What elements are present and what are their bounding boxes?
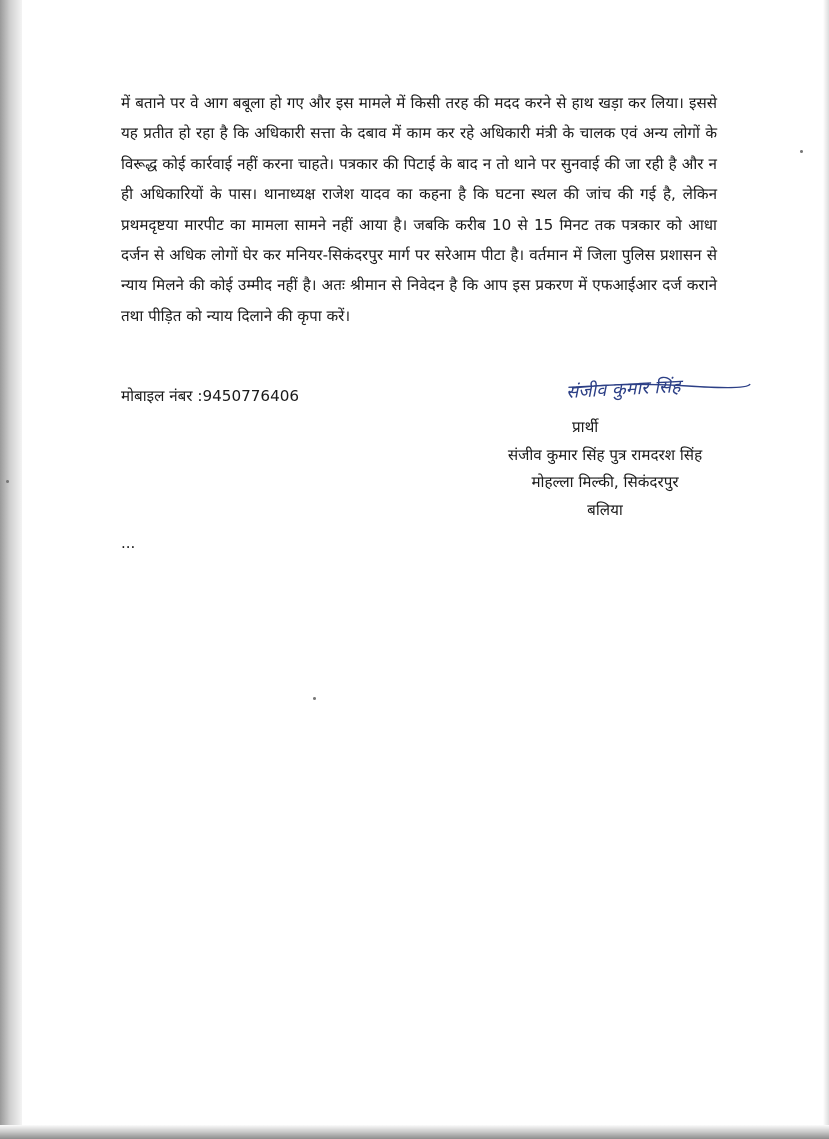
ellipsis-mark: ...: [121, 534, 136, 552]
sender-label: प्रार्थी: [572, 418, 599, 436]
sender-block: [460, 414, 750, 524]
scan-speck: [6, 480, 9, 483]
scan-shadow-bottom: [0, 1125, 829, 1139]
sender-district: बलिया: [587, 500, 623, 519]
mobile-number: मोबाइल नंबर :9450776406: [121, 387, 300, 405]
signature-text: संजीव कुमार सिंह: [565, 376, 682, 403]
scan-speck: [313, 697, 316, 700]
letter-body-paragraph: में बताने पर वे आग बबूला हो गए और इस मामले में किसी तरह की मदद करने से हाथ खड़ा कर लिया। इससे यह प्रतीत हो रहा है कि अधिकारी सत्ता के दबाव में काम कर रहे अधिकारी मंत्री के चालक एवं अन्य लोगों के विरूद्ध कोई कार्रवाई नहीं करना चाहते। पत्रकार की पिटाई के बाद न तो थाने पर सुनवाई की जा रही है और न ही अधिकारियों के पास। थानाध्यक्ष राजेश यादव का कहना है कि घटना स्थल की जांच की गई है, लेकिन प्रथमदृष्टया मारपीट का मामला सामने नहीं आया है। जबकि करीब 10 से 15 मिनट तक पत्रकार को आधा दर्जन से अधिक लोगों घेर कर मनियर-सिकंदरपुर मार्ग पर सरेआम पीटा है। वर्तमान में जिला पुलिस प्रशासन से न्याय मिलने की कोई उम्मीद नहीं है। अतः श्रीमान से निवेदन है कि आप इस प्रकरण में एफआईआर दर्ज कराने तथा पीड़ित को न्याय दिलाने की कृपा करें।: [121, 94, 717, 325]
sender-address: मोहल्ला मिल्की, सिकंदरपुर: [531, 473, 679, 491]
scan-shadow-right: [823, 0, 829, 1139]
scan-speck: [800, 150, 803, 153]
scan-shadow-left: [0, 0, 22, 1139]
sender-name: संजीव कुमार सिंह पुत्र रामदरश सिंह: [507, 445, 703, 464]
